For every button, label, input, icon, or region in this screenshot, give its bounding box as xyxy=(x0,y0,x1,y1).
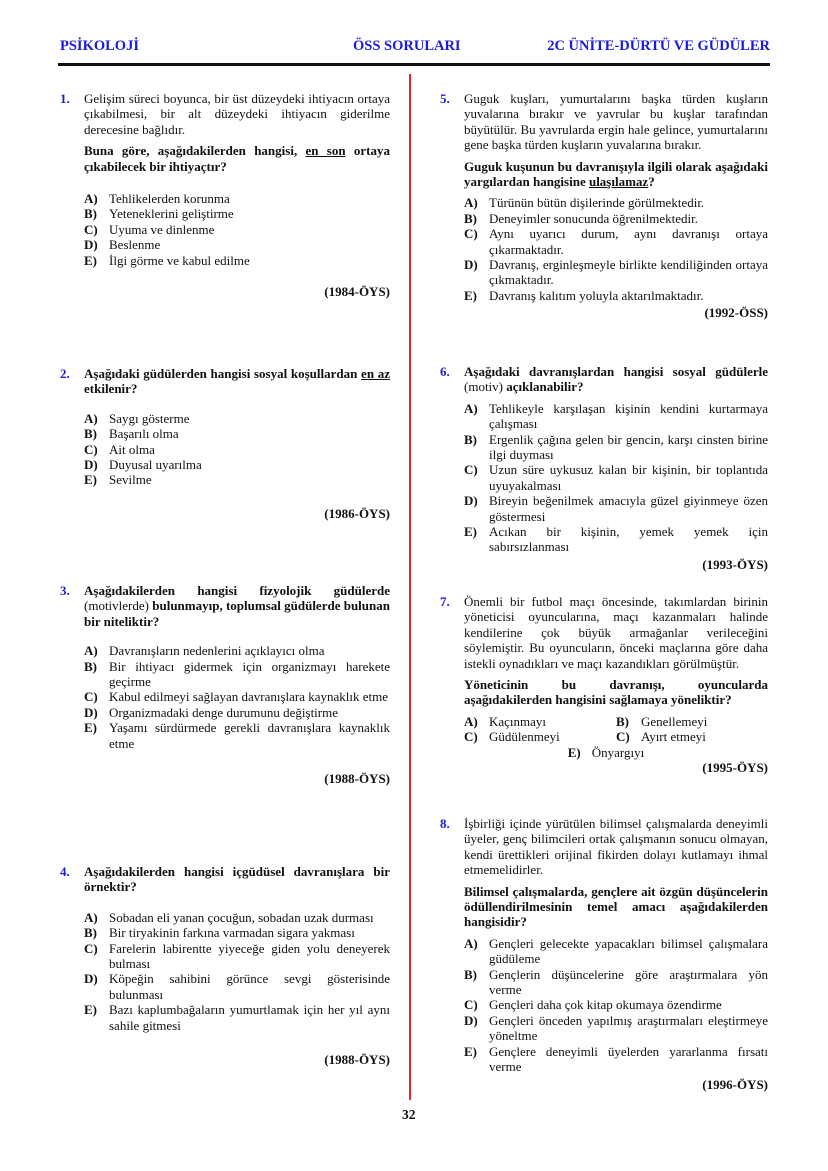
question-prompt: Aşağıdaki güdülerden hangisi sosyal koşullardan en az etkilenir? xyxy=(84,366,390,397)
option-b: B) Genellemeyi xyxy=(616,713,708,729)
question-number: 2. xyxy=(60,366,70,381)
question-source: (1996-ÖYS) xyxy=(702,1076,768,1092)
option-c: C) Uzun süre uykusuz kalan bir kişinin, bir toplantıda uyuyakalması xyxy=(464,462,768,493)
question-prompt: Buna göre, aşağıdakilerden hangisi, en son ortaya çıkabilecek bir ihtiyaçtır? xyxy=(84,143,390,174)
question-source: (1993-ÖYS) xyxy=(702,556,768,572)
option-e: E) Acıkan bir kişinin, yemek yemek için sabırsızlanması xyxy=(464,524,768,555)
question-source: (1988-ÖYS) xyxy=(324,771,390,787)
question-number: 5. xyxy=(440,91,450,106)
question-source: (1992-ÖSS) xyxy=(704,305,768,321)
option-b: B) Yeteneklerini geliştirme xyxy=(84,206,234,222)
option-e: E) Yaşamı sürdürmede gerekli davranışlara kaynaklık etme xyxy=(84,720,390,751)
option-c: C) Kabul edilmeyi sağlayan davranışlara kaynaklık etme xyxy=(84,689,389,705)
unit-title: 2C ÜNİTE-DÜRTÜ VE GÜDÜLER xyxy=(547,38,770,54)
option-c: C) Farelerin labirentte yiyeceğe giden yolu deneyerek bulması xyxy=(84,940,390,972)
subject-title: PSİKOLOJİ xyxy=(60,38,139,54)
question-prompt: Guguk kuşunun bu davranışıyla ilgili olarak aşağıdaki yargılardan hangisine ulaşılamaz? xyxy=(464,158,768,190)
question-4 xyxy=(60,864,390,1067)
option-b: B) Deneyimler sonucunda öğrenilmektedir. xyxy=(464,210,699,226)
option-b: B) Başarılı olma xyxy=(84,426,179,442)
option-d: D) Duyusal uyarılma xyxy=(84,457,202,473)
option-a: A) Türünün bütün dişilerinde görülmektedir. xyxy=(464,195,705,211)
option-d: D) Organizmadaki denge durumunu değiştirme xyxy=(84,704,339,720)
question-7 xyxy=(440,594,768,775)
option-e: E) Bazı kaplumbağaların yumurtlamak için her yıl aynı sahile gitmesi xyxy=(84,1002,390,1033)
question-5 xyxy=(440,91,768,321)
question-prompt: Yöneticinin bu davranışı, oyuncularda aşağıdakilerden hangisini sağlamaya yöneliktir? xyxy=(464,677,768,708)
option-c: C) Güdülenmeyi xyxy=(464,729,560,745)
question-stem: İşbirliği içinde yürütülen bilimsel çalışmalarda deneyimli üyeler, genç bilimcileri ortak çalışmanın sonucu olmayan, kendi ürettikleri orijinal fikirden dolayı kutlamayı ihmal etmemelidirler. xyxy=(464,816,768,878)
option-b: B) Gençlerin düşüncelerine göre araştırmalara yön verme xyxy=(464,966,768,998)
question-number: 1. xyxy=(60,91,70,106)
page-number: 32 xyxy=(402,1107,416,1122)
option-a: A) Tehlikelerden korunma xyxy=(84,191,230,207)
question-stem: Gelişim süreci boyunca, bir üst düzeydeki ihtiyacın ortaya çıkabilmesi, bir alt düzeydeki ihtiyacın giderilme derecesine bağlıdır. xyxy=(84,91,390,137)
option-a: A) Sobadan eli yanan çocuğun, sobadan uzak durması xyxy=(84,909,374,925)
option-d: D) Beslenme xyxy=(84,237,161,253)
question-number: 7. xyxy=(440,594,450,609)
question-source: (1986-ÖYS) xyxy=(324,505,390,521)
option-c: C) Gençleri daha çok kitap okumaya özendirme xyxy=(464,997,722,1013)
question-number: 4. xyxy=(60,864,70,879)
option-d: D) Köpeğin sahibini görünce sevgi gösterisinde bulunması xyxy=(84,971,390,1002)
option-c: C) Aynı uyarıcı durum, aynı davranışı ortaya çıkarmaktadır. xyxy=(464,226,768,257)
question-prompt: Aşağıdaki davranışlardan hangisi sosyal güdülerle (motiv) açıklanabilir? xyxy=(464,364,768,395)
question-number: 3. xyxy=(60,583,70,598)
question-number: 6. xyxy=(440,364,450,379)
question-prompt: Aşağıdakilerden hangisi fizyolojik güdülerde (motivlerde) bulunmayıp, toplumsal güdülerde bulunan bir niteliktir? xyxy=(84,583,390,629)
question-stem: Guguk kuşları, yumurtalarını başka türden kuşların yuvalarına bırakır ve yavrular bu kuşlar tarafından büyütülür. Bu yavrularda ergin hale gelince, yumurtalarını gene başka türden kuşların yuvalarına bırakır. xyxy=(464,91,768,153)
option-e: E) İlgi görme ve kabul edilme xyxy=(84,252,250,268)
question-source: (1984-ÖYS) xyxy=(324,284,390,300)
option-d: C) Ayırt etmeyi xyxy=(616,729,706,745)
option-e: E) Gençlere deneyimli üyelerden yararlanma fırsatı verme xyxy=(464,1043,768,1075)
option-d: D) Davranış, erginleşmeyle birlikte kendiliğinden ortaya çıkmaktadır. xyxy=(464,257,768,288)
option-c: C) Ait olma xyxy=(84,441,155,457)
option-e: E) Önyargıyı xyxy=(567,744,645,760)
question-8 xyxy=(440,816,768,1092)
option-a: A) Tehlikeyle karşılaşan kişinin kendini kurtarmaya çalışması xyxy=(464,400,768,432)
question-source: (1988-ÖYS) xyxy=(324,1052,390,1068)
page-header xyxy=(60,38,770,60)
option-e: E) Sevilme xyxy=(84,472,152,488)
section-title: ÖSS SORULARI xyxy=(353,38,461,54)
question-3 xyxy=(60,583,390,786)
option-a: A) Davranışların nedenlerini açıklayıcı olma xyxy=(84,643,325,659)
option-b: B) Bir ihtiyacı gidermek için organizmayı harekete geçirme xyxy=(84,658,390,690)
question-stem: Önemli bir futbol maçı öncesinde, takımlardan birinin yöneticisi oyuncularına, maçı kazanmaları halinde kendilerine çok büyük armağanlar verileceğini söylemiştir. Bu oyuncuların, önceki maçlarına göre daha istekli oynadıkları ve maçı kazandıkları görülmüştür. xyxy=(464,594,768,671)
question-1 xyxy=(60,91,390,299)
column-divider xyxy=(409,74,411,1100)
header-rule xyxy=(58,63,770,66)
question-2 xyxy=(60,366,390,521)
option-a: A) Saygı gösterme xyxy=(84,410,190,426)
question-6 xyxy=(440,364,768,572)
option-a: A) Gençleri gelecekte yapacakları bilimsel çalışmalara güdüleme xyxy=(464,935,768,967)
question-number: 8. xyxy=(440,816,450,831)
option-d: D) Gençleri önceden yapılmış araştırmaları eleştirmeye yöneltme xyxy=(464,1012,768,1044)
option-d: D) Bireyin beğenilmek amacıyla güzel giyinmeye özen göstermesi xyxy=(464,493,768,524)
question-prompt: Bilimsel çalışmalarda, gençlere ait özgün düşüncelerin ödüllendirilmesinin temel amacı aşağıdakilerden hangisidir? xyxy=(464,883,768,930)
option-b: B) Bir tiryakinin farkına varmadan sigara yakması xyxy=(84,925,355,941)
option-b: B) Ergenlik çağına gelen bir gencin, karşı cinsten birine ilgi duyması xyxy=(464,431,768,463)
option-c: C) Uyuma ve dinlenme xyxy=(84,221,215,237)
question-source: (1995-ÖYS) xyxy=(702,760,768,776)
option-e: E) Davranış kalıtım yoluyla aktarılmaktadır. xyxy=(464,287,704,303)
option-a: A) Kaçınmayı xyxy=(464,713,547,729)
question-prompt: Aşağıdakilerden hangisi içgüdüsel davranışlara bir örnektir? xyxy=(84,864,390,895)
